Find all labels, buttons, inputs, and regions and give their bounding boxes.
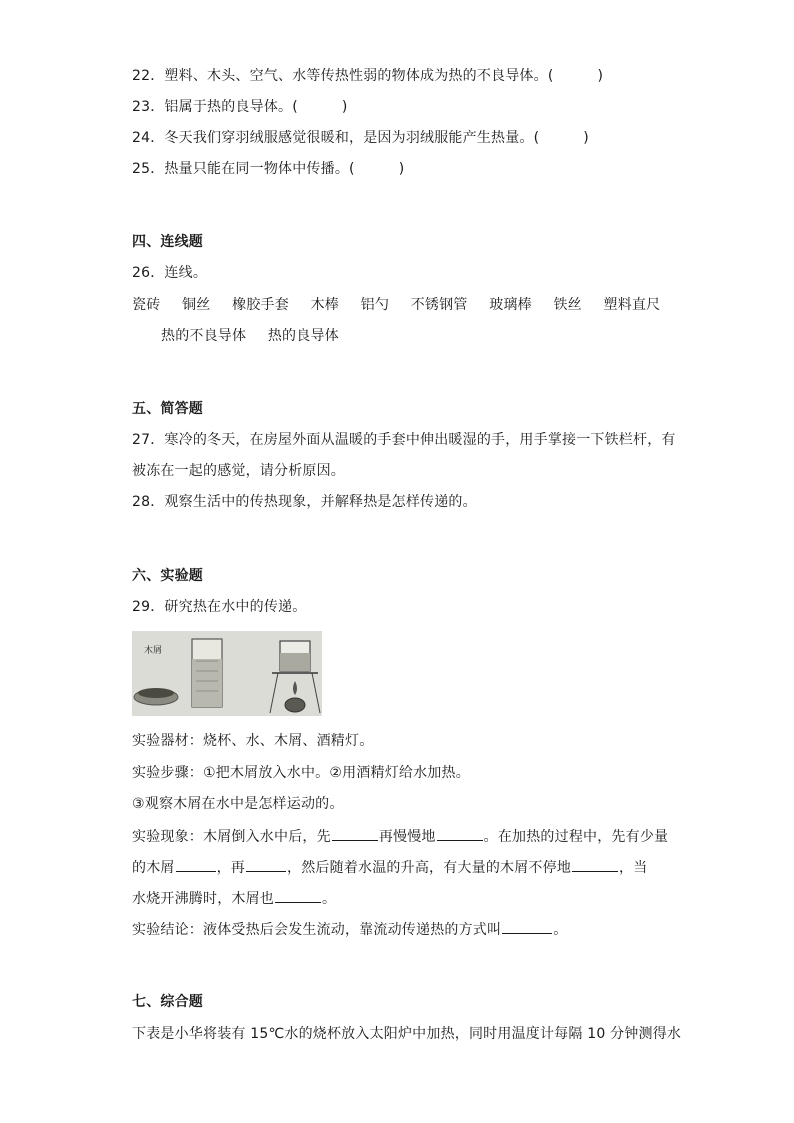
experiment-illustration [132, 631, 322, 716]
item-ceramic-tile[interactable]: 瓷砖 [132, 297, 161, 313]
question-24-text: 24．冬天我们穿羽绒服感觉很暖和，是因为羽绒服能产生热量。( [132, 130, 540, 146]
experiment-phenomenon-line-1 [132, 826, 668, 847]
experiment-phenomenon-line-2 [132, 857, 647, 878]
conclusion-text: 。 [553, 922, 568, 938]
phenomenon-text: 水烧开沸腾时，木屑也 [132, 891, 274, 907]
question-29: 29．研究热在水中的传递。 [132, 599, 307, 615]
item-plastic-ruler[interactable]: 塑料直尺 [603, 297, 661, 313]
conclusion-text: 实验结论：液体受热后会发生流动，靠流动传递热的方式叫 [132, 922, 502, 938]
phenomenon-text: ，再 [216, 860, 246, 876]
category-good-conductor[interactable]: 热的良导体 [267, 328, 339, 344]
item-steel-pipe[interactable]: 不锈钢管 [410, 297, 468, 313]
experiment-figure [132, 631, 322, 716]
phenomenon-text: 的木屑 [132, 860, 175, 876]
item-rubber-glove[interactable]: 橡胶手套 [232, 297, 289, 313]
fill-blank-5[interactable] [572, 857, 618, 872]
fill-blank-7[interactable] [502, 919, 552, 934]
paren-close: ) [341, 99, 348, 115]
item-iron-wire[interactable]: 铁丝 [553, 297, 582, 313]
question-27-line-1: 27．寒冷的冬天，在房屋外面从温暖的手套中伸出暖湿的手，用手掌接一下铁栏杆，有 [132, 432, 676, 448]
phenomenon-text: 再慢慢地 [378, 829, 436, 845]
phenomenon-text: 。 [322, 891, 337, 907]
phenomenon-text: ，当 [619, 860, 648, 876]
question-28: 28．观察生活中的传热现象，并解释热是怎样传递的。 [132, 494, 477, 510]
phenomenon-text: 。在加热的过程中，先有少量 [483, 829, 669, 845]
fill-blank-1[interactable] [332, 826, 378, 841]
question-26: 26．连线。 [132, 265, 208, 281]
experiment-steps-2: ③观察木屑在水中是怎样运动的。 [132, 796, 344, 812]
category-poor-conductor[interactable]: 热的不良导体 [161, 328, 247, 344]
question-25 [132, 159, 404, 179]
experiment-materials: 实验器材：烧杯、水、木屑、酒精灯。 [132, 733, 374, 749]
section-6-title: 六、实验题 [132, 568, 203, 584]
question-22-text: 22．塑料、木头、空气、水等传热性弱的物体成为热的不良导体。( [132, 68, 554, 84]
experiment-steps-1: 实验步骤：①把木屑放入水中。②用酒精灯给水加热。 [132, 765, 470, 781]
experiment-conclusion [132, 919, 567, 940]
fill-blank-6[interactable] [275, 888, 321, 903]
phenomenon-text: ，然后随着水温的升高，有大量的木屑不停地 [287, 860, 572, 876]
section-5-title: 五、简答题 [132, 401, 203, 417]
figure-label: 木屑 [144, 646, 163, 656]
phenomenon-text: 实验现象：木屑倒入水中后，先 [132, 829, 331, 845]
item-copper-wire[interactable]: 铜丝 [182, 297, 211, 313]
question-30-intro: 下表是小华将装有 15℃水的烧杯放入太阳炉中加热，同时用温度计每隔 10 分钟测得水 [132, 1026, 682, 1042]
question-27-line-2: 被冻在一起的感觉，请分析原因。 [132, 463, 345, 479]
paren-close: ) [398, 161, 405, 177]
question-23 [132, 97, 348, 117]
matching-categories [161, 326, 356, 346]
question-23-text: 23．铝属于热的良导体。( [132, 99, 298, 115]
paren-close: ) [597, 68, 604, 84]
fill-blank-2[interactable] [437, 826, 483, 841]
section-7-title: 七、综合题 [132, 994, 203, 1010]
item-aluminum-spoon[interactable]: 铝勺 [360, 297, 390, 313]
question-25-text: 25．热量只能在同一物体中传播。( [132, 161, 355, 177]
matching-items [132, 295, 677, 315]
fill-blank-4[interactable] [246, 857, 286, 872]
paren-close: ) [583, 130, 589, 146]
experiment-phenomenon-line-3 [132, 888, 336, 909]
question-22 [132, 66, 603, 86]
question-24 [132, 128, 589, 148]
section-4-title: 四、连线题 [132, 234, 203, 250]
item-glass-rod[interactable]: 玻璃棒 [489, 297, 532, 313]
item-wooden-stick[interactable]: 木棒 [310, 297, 339, 313]
fill-blank-3[interactable] [176, 857, 216, 872]
